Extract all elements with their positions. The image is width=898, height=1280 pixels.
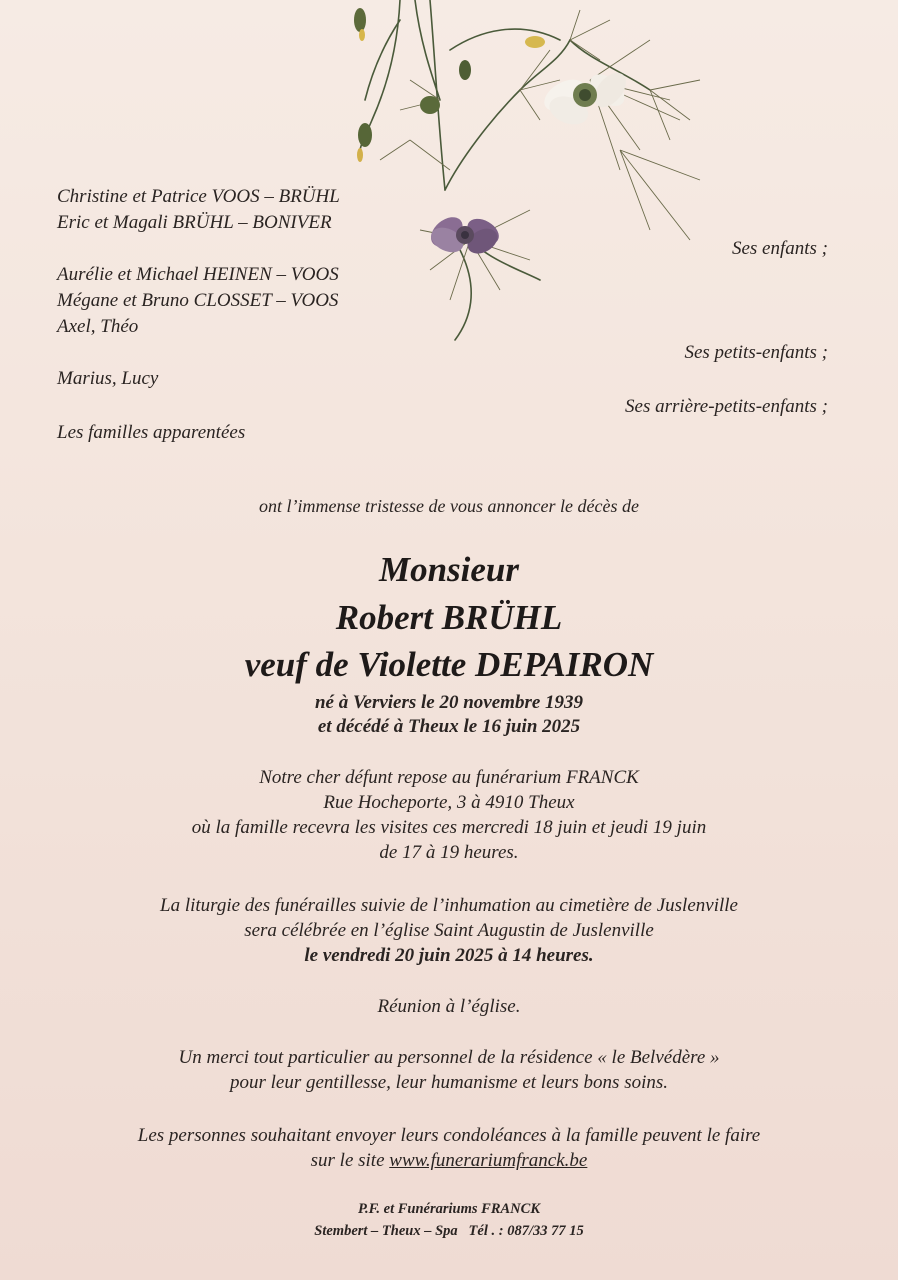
family-line-6: Marius, Lucy	[57, 368, 159, 389]
deceased-widower: veuf de Violette DEPAIRON	[244, 645, 654, 684]
thanks-line-2: pour leur gentillesse, leur humanisme et leurs bons soins.	[229, 1072, 669, 1093]
repose-line-3: où la famille recevra les visites ces mercredi 18 juin et jeudi 19 juin	[191, 817, 707, 838]
announcement-intro: ont l’immense tristesse de vous annoncer le décès de	[259, 496, 639, 516]
family-line-2: Eric et Magali BRÜHL – BONIVER	[57, 212, 332, 233]
family-line-5: Axel, Théo	[57, 316, 139, 337]
deceased-title: Monsieur	[378, 550, 520, 589]
repose-line-4: de 17 à 19 heures.	[379, 842, 519, 863]
liturgy-date: le vendredi 20 juin 2025 à 14 heures.	[304, 945, 594, 966]
liturgy-line-2: sera célébrée en l’église Saint Augustin de Juslenville	[244, 920, 654, 941]
condolences-prefix: sur le site	[310, 1150, 385, 1171]
nigella-flowers-illustration	[320, 0, 740, 350]
liturgy-line-1: La liturgie des funérailles suivie de l’inhumation au cimetière de Juslenville	[160, 895, 738, 916]
relation-grandchildren: Ses petits-enfants ;	[684, 342, 828, 363]
family-line-7: Les familles apparentées	[57, 422, 246, 443]
birth-line: né à Verviers le 20 novembre 1939	[314, 692, 584, 713]
relation-children: Ses enfants ;	[731, 238, 828, 259]
condolences-line-1: Les personnes souhaitant envoyer leurs condoléances à la famille peuvent le faire	[137, 1125, 761, 1146]
family-line-4: Mégane et Bruno CLOSSET – VOOS	[57, 290, 339, 311]
condolences-line-2	[0, 1149, 898, 1174]
footer-contact: Stembert – Theux – Spa Tél . : 087/33 77 15	[314, 1223, 584, 1239]
repose-line-1: Notre cher défunt repose au funérarium FRANCK	[259, 767, 639, 788]
deceased-name: Robert BRÜHL	[335, 598, 563, 637]
footer-company: P.F. et Funérariums FRANCK	[358, 1201, 540, 1217]
reunion-note: Réunion à l’église.	[377, 996, 521, 1017]
thanks-line-1: Un merci tout particulier au personnel de la résidence « le Belvédère »	[178, 1047, 720, 1068]
family-line-3: Aurélie et Michael HEINEN – VOOS	[57, 264, 339, 285]
relation-great-grandchildren: Ses arrière-petits-enfants ;	[625, 396, 828, 417]
death-line: et décédé à Theux le 16 juin 2025	[317, 716, 581, 737]
family-line-1: Christine et Patrice VOOS – BRÜHL	[57, 186, 340, 207]
funerarium-website-link[interactable]: www.funerariumfranck.be	[389, 1150, 588, 1171]
repose-line-2: Rue Hocheporte, 3 à 4910 Theux	[323, 792, 575, 813]
